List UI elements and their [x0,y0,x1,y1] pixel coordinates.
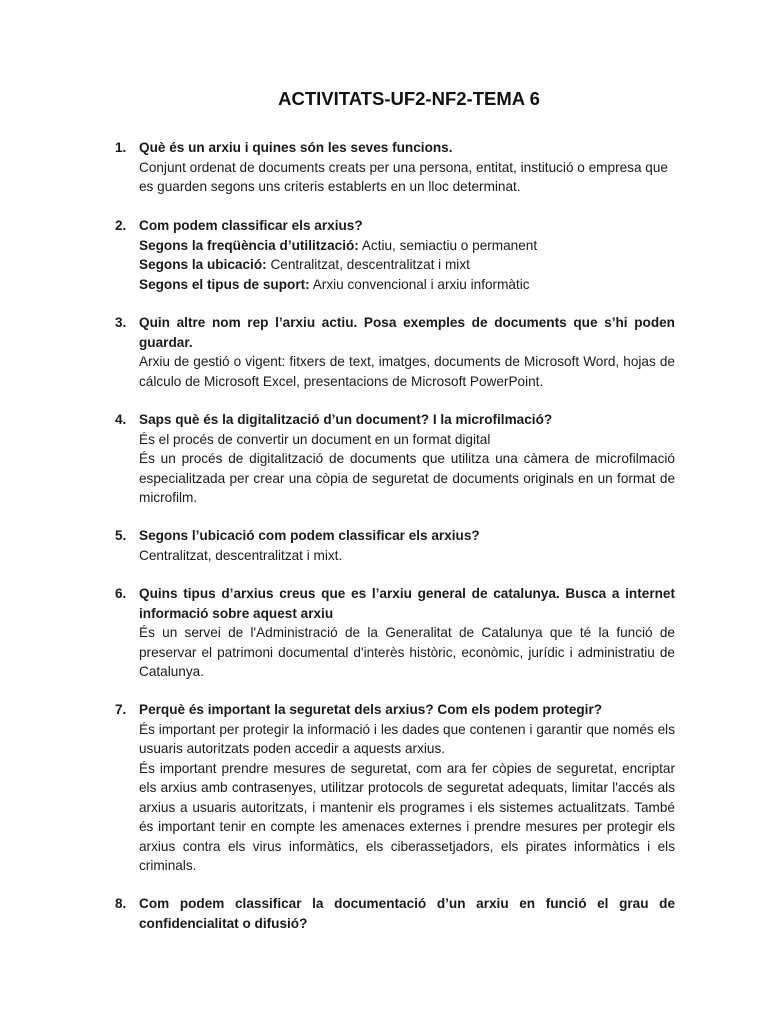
question-number: 4. [115,412,127,427]
question-item [115,700,675,876]
question-item [115,138,675,197]
question-number: 5. [115,528,127,543]
answer-line [139,275,675,295]
question-number: 7. [115,702,127,717]
answer-line [139,236,675,256]
question-number: 1. [115,140,127,155]
answer-paragraph: És un servei de l'Administració de la Generalitat de Catalunya que té la funció de preservar el patrimoni documental d'interès històric, econòmic, jurídic i administratiu de Catalunya. [139,625,675,679]
question-text: Saps què és la digitalització d’un document? I la microfilmació? [139,412,553,427]
question-number: 6. [115,586,127,601]
question-text: Com podem classificar els arxius? [139,218,363,233]
question-text: Segons l’ubicació com podem classificar els arxius? [139,528,480,543]
page-title: ACTIVITATS-UF2-NF2-TEMA 6 [278,88,540,109]
answer-label: Segons el tipus de suport: [139,276,310,292]
answer-paragraph: Conjunt ordenat de documents creats per una persona, entitat, institució o empresa que es guarden segons uns criteris establerts en un lloc determinat. [139,159,668,194]
question-text: Perquè és important la seguretat dels arxius? Com els podem protegir? [139,702,603,717]
answer-paragraph: És important prendre mesures de seguretat, com ara fer còpies de seguretat, encriptar els arxius amb contrasenyes, utilitzar protocols de seguretat adequats, limitar l'accés als arxius a usuaris autoritzats, i mantenir els programes i els sistemes actualitzats. També és important tenir en compte les amenaces externes i prendre mesures per protegir els arxius contra els virus informàtics, els ciberassetjadors, els pirates informàtics i els criminals. [139,760,675,873]
question-item [115,313,675,391]
question-item [115,216,675,294]
answer-value: Arxiu convencional i arxiu informàtic [309,276,530,292]
question-item [115,894,675,933]
question-text: Com podem classificar la documentació d’un arxiu en funció el grau de confidencialitat o difusió? [139,896,675,931]
answer-paragraph: És el procés de convertir un document en un format digital [139,431,491,447]
answer-paragraph: Centralitzat, descentralitzat i mixt. [139,547,343,563]
question-text: Quins tipus d’arxius creus que es l’arxiu general de catalunya. Busca a internet informació sobre aquest arxiu [139,586,675,621]
answer-label: Segons la ubicació: [139,257,267,272]
question-text: Quin altre nom rep l’arxiu actiu. Posa exemples de documents que s’hi poden guardar. [139,315,675,350]
question-number: 8. [115,896,127,911]
answer-label: Segons la freqüència d’utilització: [139,237,359,253]
question-item [115,526,675,565]
question-text: Què és un arxiu i quines són les seves funcions. [139,140,453,155]
answer-value: Centralitzat, descentralitzat i mixt [266,257,470,272]
question-item [115,584,675,682]
answer-value: Actiu, semiactiu o permanent [358,237,538,253]
answer-paragraph: Arxiu de gestió o vigent: fitxers de text, imatges, documents de Microsoft Word, hojas de cálculo de Microsoft Excel, presentacions de Microsoft PowerPoint. [139,354,675,389]
answer-line [139,255,675,275]
question-item [115,410,675,508]
question-number: 3. [115,315,127,330]
answer-paragraph: És un procés de digitalització de documents que utilitza una càmera de microfilmació especialitzada per crear una còpia de seguretat de documents originals en un format de microfilm. [139,451,675,505]
question-number: 2. [115,218,127,233]
answer-paragraph: És important per protegir la informació i les dades que contenen i garantir que només els usuaris autoritzats poden accedir a aquests arxius. [139,721,675,756]
